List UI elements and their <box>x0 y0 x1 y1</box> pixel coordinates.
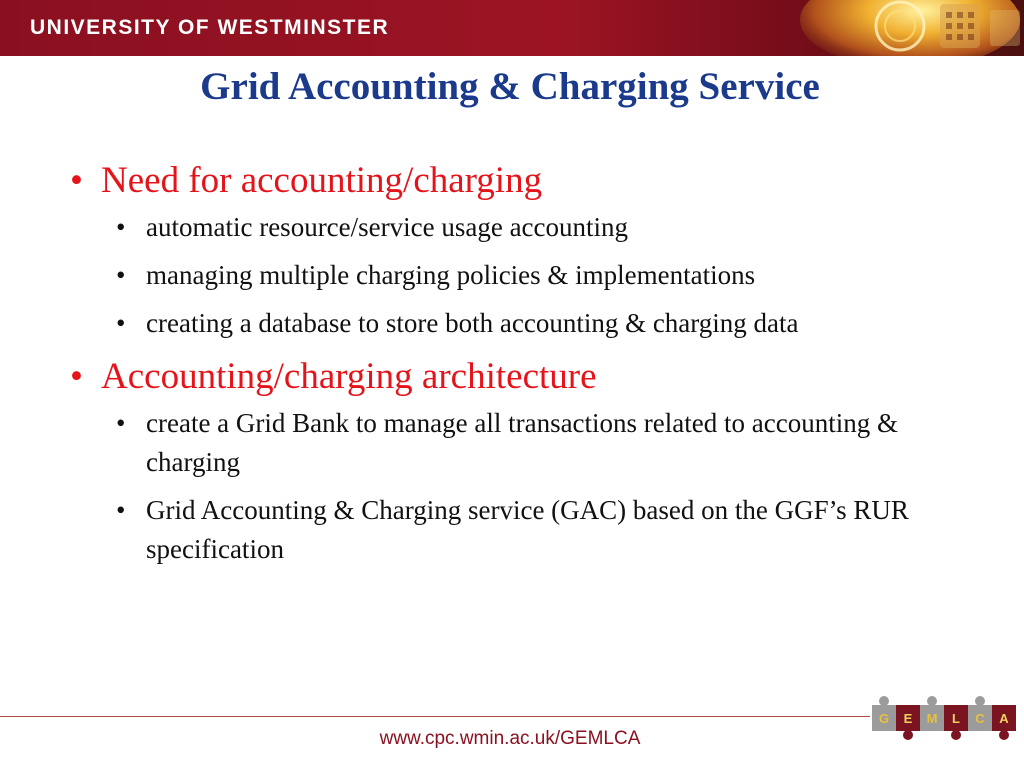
slide-content <box>60 156 960 578</box>
banner-decoration <box>800 0 1024 56</box>
bullet-icon: • <box>116 260 126 290</box>
item-text: automatic resource/service usage accounting <box>146 212 629 242</box>
list-item <box>60 404 960 482</box>
item-text: Grid Accounting & Charging service (GAC) based on the GGF’s RUR specification <box>146 495 909 564</box>
bullet-icon: • <box>116 308 126 338</box>
logo-piece <box>944 705 968 740</box>
logo-piece <box>872 696 896 731</box>
logo-letter: L <box>952 711 960 726</box>
list-item <box>60 208 960 247</box>
logo-piece <box>920 696 944 731</box>
logo-letter: M <box>926 711 938 726</box>
logo-piece <box>968 696 992 731</box>
section-architecture <box>60 352 960 569</box>
section-heading <box>60 352 960 402</box>
gemlca-logo <box>870 685 1022 750</box>
list-item <box>60 304 960 343</box>
logo-letter: G <box>878 711 890 726</box>
footer-url[interactable]: www.cpc.wmin.ac.uk/GEMLCA <box>379 728 641 749</box>
logo-piece <box>992 705 1016 740</box>
puzzle-pieces <box>872 696 1016 740</box>
item-text: create a Grid Bank to manage all transactions related to accounting & charging <box>146 408 898 477</box>
bullet-icon: • <box>70 160 83 201</box>
heading-text: Accounting/charging architecture <box>101 356 597 397</box>
heading-text: Need for accounting/charging <box>101 160 543 201</box>
slide-title: Grid Accounting & Charging Service <box>200 65 820 108</box>
logo-letter: E <box>903 711 913 726</box>
header-banner <box>0 0 1024 56</box>
item-text: creating a database to store both accounting & charging data <box>146 308 799 338</box>
logo-letter: A <box>999 711 1009 726</box>
bullet-icon: • <box>70 356 83 397</box>
bullet-icon: • <box>116 495 126 525</box>
list-item <box>60 491 960 569</box>
bullet-icon: • <box>116 212 126 242</box>
item-text: managing multiple charging policies & implementations <box>146 260 756 290</box>
logo-letter: C <box>975 711 985 726</box>
section-heading <box>60 156 960 206</box>
bullet-icon: • <box>116 408 126 438</box>
list-item <box>60 256 960 295</box>
footer-divider <box>0 716 870 717</box>
section-accounting-need <box>60 156 960 343</box>
logo-piece <box>896 705 920 740</box>
institution-name: UNIVERSITY OF WESTMINSTER <box>30 16 390 39</box>
